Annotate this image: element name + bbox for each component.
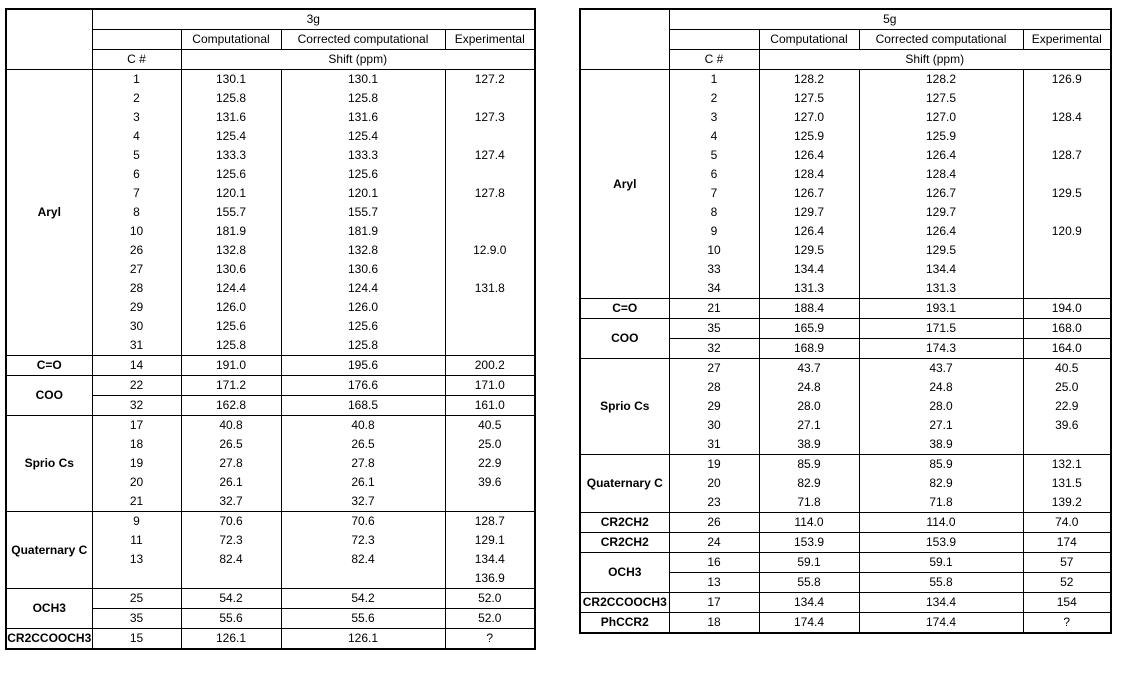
corrected-value: 40.8 (281, 416, 445, 436)
shift-header: Shift (ppm) (181, 50, 535, 70)
experimental-value (445, 89, 535, 108)
header-title-row (6, 9, 535, 30)
carbon-number: 1 (669, 70, 759, 90)
carbon-number: 13 (92, 550, 181, 569)
corrected-value: 126.4 (859, 146, 1023, 165)
computational-value: 24.8 (759, 378, 859, 397)
computational-value: 181.9 (181, 222, 281, 241)
computational-value: 125.6 (181, 317, 281, 336)
corrected-value: 126.0 (281, 298, 445, 317)
shift-header: Shift (ppm) (759, 50, 1111, 70)
group-header-blank (580, 9, 669, 70)
computational-value: 128.2 (759, 70, 859, 90)
carbon-number: 10 (669, 241, 759, 260)
experimental-value: 12.9.0 (473, 243, 507, 257)
experimental-value (1023, 203, 1111, 222)
experimental-value: 57 (1023, 553, 1111, 573)
experimental-value: 25.0 (1055, 380, 1079, 394)
experimental-value (1023, 279, 1111, 299)
carbon-number: 18 (669, 613, 759, 634)
computational-value: 128.4 (759, 165, 859, 184)
computational-value: 114.0 (759, 513, 859, 533)
computational-header: Computational (759, 30, 859, 50)
carbon-number: 8 (92, 203, 181, 222)
computational-value: 27.1 (759, 416, 859, 435)
computational-value: 126.1 (181, 629, 281, 650)
carbon-number: 32 (92, 396, 181, 416)
experimental-value: 174 (1023, 533, 1111, 553)
carbon-number: 13 (669, 573, 759, 593)
experimental-value (445, 165, 535, 184)
computational-value: 126.7 (759, 184, 859, 203)
corrected-value: 27.1 (859, 416, 1023, 435)
computational-value: 129.7 (759, 203, 859, 222)
carbon-number: 5 (92, 146, 181, 165)
corrected-value: 155.7 (281, 203, 445, 222)
experimental-value: ? (445, 629, 535, 650)
corrected-value: 82.4 (281, 550, 445, 569)
experimental-value: 128.4 (1051, 110, 1082, 124)
corrected-value: 129.7 (859, 203, 1023, 222)
corrected-value: 125.8 (281, 336, 445, 356)
corrected-value: 55.8 (859, 573, 1023, 593)
carbon-number: 6 (92, 165, 181, 184)
experimental-value: 52 (1023, 573, 1111, 593)
experimental-value: 154 (1023, 593, 1111, 613)
computational-value: 59.1 (759, 553, 859, 573)
computational-value (181, 569, 281, 589)
group-label: CR2CH2 (580, 513, 669, 533)
corrected-value: 71.8 (859, 493, 1023, 513)
computational-value: 131.6 (181, 108, 281, 127)
corrected-value: 130.1 (281, 70, 445, 90)
experimental-value: 40.5 (445, 416, 535, 436)
group-label: C=O (6, 356, 92, 376)
experimental-value: 127.2 (474, 72, 505, 86)
table-row (580, 359, 1111, 379)
carbon-number: 34 (669, 279, 759, 299)
carbon-number (92, 569, 181, 589)
computational-value: 191.0 (181, 356, 281, 376)
carbon-number: 9 (92, 512, 181, 532)
computational-value: 32.7 (181, 492, 281, 512)
table-row (6, 416, 535, 436)
computational-value: 38.9 (759, 435, 859, 455)
experimental-value: ? (1023, 613, 1111, 634)
corrected-value: 174.3 (859, 339, 1023, 359)
computational-value: 26.5 (181, 435, 281, 454)
computational-value: 130.6 (181, 260, 281, 279)
corrected-value: 85.9 (859, 455, 1023, 475)
computational-value: 71.8 (759, 493, 859, 513)
carbon-number: 15 (92, 629, 181, 650)
corrected-value: 181.9 (281, 222, 445, 241)
carbon-number: 33 (669, 260, 759, 279)
computational-header: Computational (181, 30, 281, 50)
table-row (580, 613, 1111, 634)
carbon-number: 2 (92, 89, 181, 108)
corrected-value: 70.6 (281, 512, 445, 532)
corrected-value: 124.4 (281, 279, 445, 298)
computational-value: 155.7 (181, 203, 281, 222)
computational-value: 174.4 (759, 613, 859, 634)
group-label: Quaternary C (6, 512, 92, 589)
group-label: Aryl (580, 70, 669, 299)
experimental-value (445, 203, 535, 222)
group-label: CR2CCOOCH3 (580, 593, 669, 613)
carbon-number: 27 (669, 359, 759, 379)
experimental-value: 171.0 (445, 376, 535, 396)
corrected-value: 127.5 (859, 89, 1023, 108)
computational-value: 124.4 (181, 279, 281, 298)
group-header-blank (6, 9, 92, 70)
carbon-number: 21 (669, 299, 759, 319)
computational-value: 168.9 (759, 339, 859, 359)
group-label: CR2CCOOCH3 (6, 629, 92, 650)
computational-value: 85.9 (759, 455, 859, 475)
carbon-number: 20 (92, 473, 181, 492)
compound-title: 3g (92, 9, 535, 30)
computational-value: 82.9 (759, 474, 859, 493)
computational-value: 27.8 (181, 454, 281, 473)
table-row (6, 629, 535, 650)
computational-value: 153.9 (759, 533, 859, 553)
experimental-value: 164.0 (1023, 339, 1111, 359)
computational-value: 129.5 (759, 241, 859, 260)
header-title-row (580, 9, 1111, 30)
corrected-value: 32.7 (281, 492, 445, 512)
computational-value: 171.2 (181, 376, 281, 396)
computational-value: 43.7 (759, 359, 859, 379)
table-row (580, 299, 1111, 319)
carbon-number: 19 (92, 454, 181, 473)
corrected-value: 26.5 (281, 435, 445, 454)
group-label: Sprio Cs (580, 359, 669, 455)
experimental-value: 128.7 (445, 512, 535, 532)
computational-value: 82.4 (181, 550, 281, 569)
table-row (580, 455, 1111, 475)
corrected-value: 131.6 (281, 108, 445, 127)
experimental-value: 39.6 (478, 475, 502, 489)
corrected-value: 72.3 (281, 531, 445, 550)
group-label: Aryl (6, 70, 92, 356)
carbon-number: 28 (669, 378, 759, 397)
table-5g (579, 8, 1112, 634)
experimental-value (1023, 89, 1111, 108)
corrected-value: 174.4 (859, 613, 1023, 634)
computational-value: 131.3 (759, 279, 859, 299)
computational-value: 125.8 (181, 336, 281, 356)
carbon-number: 7 (92, 184, 181, 203)
experimental-value: 52.0 (445, 609, 535, 629)
experimental-value (445, 298, 535, 317)
computational-value: 125.6 (181, 165, 281, 184)
computational-value: 134.4 (759, 593, 859, 613)
carbon-number: 3 (669, 108, 759, 127)
carbon-number: 22 (92, 376, 181, 396)
corrected-value: 125.6 (281, 317, 445, 336)
group-label: OCH3 (580, 553, 669, 593)
carbon-number: 31 (669, 435, 759, 455)
carbon-number: 29 (92, 298, 181, 317)
computational-value: 130.1 (181, 70, 281, 90)
carbon-number: 5 (669, 146, 759, 165)
carbon-number: 35 (92, 609, 181, 629)
corrected-value: 55.6 (281, 609, 445, 629)
computational-value: 126.0 (181, 298, 281, 317)
corrected-value: 127.0 (859, 108, 1023, 127)
carbon-number: 9 (669, 222, 759, 241)
cnum-header-blank (92, 30, 181, 50)
table-row (580, 70, 1111, 90)
experimental-value: 131.5 (1051, 476, 1082, 490)
computational-value: 125.9 (759, 127, 859, 146)
carbon-number: 25 (92, 589, 181, 609)
computational-value: 133.3 (181, 146, 281, 165)
corrected-value: 26.1 (281, 473, 445, 492)
corrected-value: 120.1 (281, 184, 445, 203)
group-label: CR2CH2 (580, 533, 669, 553)
carbon-number: 23 (669, 493, 759, 513)
carbon-number: 20 (669, 474, 759, 493)
experimental-value: 194.0 (1023, 299, 1111, 319)
carbon-number: 32 (669, 339, 759, 359)
corrected-value: 193.1 (859, 299, 1023, 319)
group-label: Sprio Cs (6, 416, 92, 512)
corrected-value: 82.9 (859, 474, 1023, 493)
carbon-number: 21 (92, 492, 181, 512)
computational-value: 188.4 (759, 299, 859, 319)
carbon-number: 35 (669, 319, 759, 339)
experimental-value: 120.9 (1051, 224, 1082, 238)
experimental-value (445, 492, 535, 512)
computational-value: 162.8 (181, 396, 281, 416)
corrected-value: 134.4 (859, 260, 1023, 279)
experimental-value (1023, 241, 1111, 260)
carbon-number: 4 (92, 127, 181, 146)
experimental-value: 136.9 (474, 571, 505, 585)
computational-value: 54.2 (181, 589, 281, 609)
carbon-number: 7 (669, 184, 759, 203)
table-row (580, 319, 1111, 339)
cnum-header: C # (92, 50, 181, 70)
corrected-value: 133.3 (281, 146, 445, 165)
experimental-header: Experimental (445, 30, 535, 50)
computational-value: 72.3 (181, 531, 281, 550)
experimental-value: 52.0 (445, 589, 535, 609)
table-row (580, 553, 1111, 573)
experimental-value (445, 336, 535, 356)
experimental-value (1023, 127, 1111, 146)
group-label: C=O (580, 299, 669, 319)
carbon-number: 26 (92, 241, 181, 260)
experimental-value: 132.1 (1023, 455, 1111, 475)
table-row (6, 512, 535, 532)
table-3g (5, 8, 536, 650)
carbon-number: 6 (669, 165, 759, 184)
corrected-value: 24.8 (859, 378, 1023, 397)
computational-value: 55.8 (759, 573, 859, 593)
cnum-header: C # (669, 50, 759, 70)
carbon-number: 24 (669, 533, 759, 553)
corrected-value: 125.4 (281, 127, 445, 146)
computational-value: 120.1 (181, 184, 281, 203)
experimental-value: 200.2 (445, 356, 535, 376)
corrected-value: 128.4 (859, 165, 1023, 184)
experimental-value: 25.0 (478, 437, 502, 451)
corrected-value: 125.6 (281, 165, 445, 184)
carbon-number: 10 (92, 222, 181, 241)
experimental-value: 129.1 (474, 533, 505, 547)
carbon-number: 19 (669, 455, 759, 475)
corrected-value: 125.9 (859, 127, 1023, 146)
corrected-value: 171.5 (859, 319, 1023, 339)
corrected-value: 176.6 (281, 376, 445, 396)
corrected-value: 126.4 (859, 222, 1023, 241)
experimental-value: 126.9 (1051, 72, 1082, 86)
computational-value: 40.8 (181, 416, 281, 436)
computational-value: 126.4 (759, 146, 859, 165)
experimental-value: 39.6 (1055, 418, 1079, 432)
table-row (580, 533, 1111, 553)
carbon-number: 30 (669, 416, 759, 435)
computational-value: 28.0 (759, 397, 859, 416)
experimental-value (445, 317, 535, 336)
carbon-number: 2 (669, 89, 759, 108)
computational-value: 127.5 (759, 89, 859, 108)
carbon-number: 31 (92, 336, 181, 356)
carbon-number: 14 (92, 356, 181, 376)
corrected-value: 130.6 (281, 260, 445, 279)
computational-value: 55.6 (181, 609, 281, 629)
experimental-value: 40.5 (1023, 359, 1111, 379)
carbon-number: 30 (92, 317, 181, 336)
group-label: COO (580, 319, 669, 359)
carbon-number: 17 (669, 593, 759, 613)
corrected-value: 126.7 (859, 184, 1023, 203)
corrected-value: 125.8 (281, 89, 445, 108)
experimental-value: 128.7 (1051, 148, 1082, 162)
corrected-header: Corrected computational (859, 30, 1023, 50)
experimental-header: Experimental (1023, 30, 1111, 50)
experimental-value: 168.0 (1023, 319, 1111, 339)
computational-value: 134.4 (759, 260, 859, 279)
table-row (6, 589, 535, 609)
table-row (6, 376, 535, 396)
carbon-number: 1 (92, 70, 181, 90)
carbon-number: 11 (92, 531, 181, 550)
experimental-value (1023, 260, 1111, 279)
carbon-number: 16 (669, 553, 759, 573)
carbon-number: 27 (92, 260, 181, 279)
experimental-value: 134.4 (474, 552, 505, 566)
corrected-value: 54.2 (281, 589, 445, 609)
carbon-number: 28 (92, 279, 181, 298)
corrected-value: 129.5 (859, 241, 1023, 260)
corrected-value: 28.0 (859, 397, 1023, 416)
experimental-value: 139.2 (1051, 495, 1082, 509)
group-label: COO (6, 376, 92, 416)
corrected-value: 132.8 (281, 241, 445, 260)
corrected-value: 168.5 (281, 396, 445, 416)
computational-value: 132.8 (181, 241, 281, 260)
experimental-value: 131.8 (474, 281, 505, 295)
corrected-value: 59.1 (859, 553, 1023, 573)
table-row (580, 513, 1111, 533)
table-row (6, 356, 535, 376)
group-label: PhCCR2 (580, 613, 669, 634)
carbon-number: 29 (669, 397, 759, 416)
experimental-value: 127.3 (474, 110, 505, 124)
carbon-number: 17 (92, 416, 181, 436)
corrected-value: 38.9 (859, 435, 1023, 455)
carbon-number: 8 (669, 203, 759, 222)
experimental-value (445, 222, 535, 241)
corrected-value: 43.7 (859, 359, 1023, 379)
group-label: OCH3 (6, 589, 92, 629)
experimental-value: 22.9 (1055, 399, 1079, 413)
computational-value: 126.4 (759, 222, 859, 241)
experimental-value: 127.4 (474, 148, 505, 162)
carbon-number: 26 (669, 513, 759, 533)
corrected-value: 134.4 (859, 593, 1023, 613)
compound-title: 5g (669, 9, 1111, 30)
experimental-value (1023, 435, 1111, 455)
corrected-value: 128.2 (859, 70, 1023, 90)
experimental-value: 127.8 (474, 186, 505, 200)
experimental-value (445, 127, 535, 146)
corrected-value (281, 569, 445, 589)
computational-value: 165.9 (759, 319, 859, 339)
computational-value: 127.0 (759, 108, 859, 127)
experimental-value (1023, 165, 1111, 184)
table-row (6, 70, 535, 90)
corrected-value: 131.3 (859, 279, 1023, 299)
cnum-header-blank (669, 30, 759, 50)
experimental-value: 74.0 (1023, 513, 1111, 533)
corrected-header: Corrected computational (281, 30, 445, 50)
carbon-number: 4 (669, 127, 759, 146)
carbon-number: 3 (92, 108, 181, 127)
computational-value: 26.1 (181, 473, 281, 492)
experimental-value: 161.0 (445, 396, 535, 416)
experimental-value: 129.5 (1051, 186, 1082, 200)
corrected-value: 195.6 (281, 356, 445, 376)
corrected-value: 27.8 (281, 454, 445, 473)
computational-value: 70.6 (181, 512, 281, 532)
corrected-value: 114.0 (859, 513, 1023, 533)
corrected-value: 153.9 (859, 533, 1023, 553)
computational-value: 125.4 (181, 127, 281, 146)
group-label: Quaternary C (580, 455, 669, 513)
corrected-value: 126.1 (281, 629, 445, 650)
table-row (580, 593, 1111, 613)
computational-value: 125.8 (181, 89, 281, 108)
carbon-number: 18 (92, 435, 181, 454)
experimental-value (445, 260, 535, 279)
experimental-value: 22.9 (478, 456, 502, 470)
